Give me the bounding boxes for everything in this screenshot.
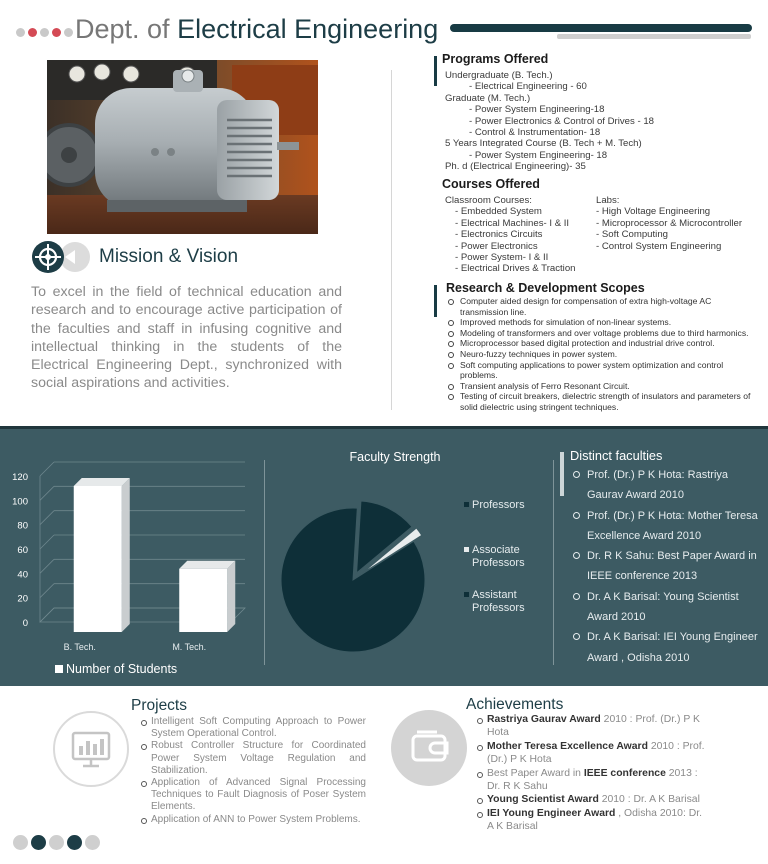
- distinct-item: Prof. (Dr.) P K Hota: Mother Teresa Excellence Award 2010: [572, 506, 762, 547]
- bar: [74, 486, 122, 632]
- phd-heading: Ph. d (Electrical Engineering)- 35: [445, 161, 586, 173]
- band-top-border: [0, 426, 768, 429]
- achievement-item: Rastriya Gaurav Award 2010 : Prof. (Dr.) P K Hota: [476, 713, 708, 740]
- electric-motor-photo: [47, 60, 318, 234]
- research-title: Research & Development Scopes: [446, 281, 645, 295]
- distinct-faculties-list: [572, 465, 762, 668]
- achievements-title: Achievements: [466, 696, 564, 713]
- research-item: Soft computing applications to power system optimization and control problems.: [446, 360, 752, 381]
- bar-chart-icon: [53, 711, 129, 787]
- classroom-item: - Electrical Drives & Traction: [455, 263, 576, 275]
- classroom-item: - Electrical Machines- I & II: [455, 217, 570, 229]
- distinct-item: Dr. A K Barisal: Young Scientist Award 2010: [572, 587, 762, 628]
- achievements-list: [476, 713, 708, 834]
- header-dot: [40, 28, 49, 37]
- mission-title: Mission & Vision: [99, 246, 239, 267]
- programs-list: [445, 70, 654, 173]
- band-divider: [264, 460, 265, 665]
- distinct-item: Prof. (Dr.) P K Hota: Rastriya Gaurav Award 2010: [572, 465, 762, 506]
- footer-dot: [49, 835, 64, 850]
- pg-item: - Control & Instrumentation- 18: [469, 127, 601, 139]
- y-tick-label: 40: [17, 569, 28, 581]
- pg-heading: Graduate (M. Tech.): [445, 92, 531, 104]
- legend-swatch: [464, 547, 469, 552]
- classroom-item: - Power Electronics: [455, 240, 538, 252]
- gridline: [40, 584, 54, 598]
- legend-label: Assistant Professors: [472, 589, 525, 614]
- classroom-item: - Power System- I & II: [455, 252, 549, 264]
- column-divider: [391, 70, 392, 410]
- wallet-icon: [391, 710, 467, 786]
- research-list: [446, 296, 752, 413]
- projects-title: Projects: [131, 697, 187, 714]
- gridline: [40, 462, 54, 476]
- achievement-item: Mother Teresa Excellence Award 2010 : Prof. (Dr.) P K Hota: [476, 740, 708, 767]
- title-prefix: Dept. of: [75, 14, 170, 44]
- research-item: Computer aided design for compensation of extra high-voltage AC transmission line.: [446, 296, 752, 317]
- footer-dot: [31, 835, 46, 850]
- y-tick-label: 20: [17, 593, 28, 605]
- research-item: Modeling of transformers and over voltage problems due to third harmonics.: [446, 328, 752, 339]
- gridline: [40, 486, 54, 500]
- pg-item: - Power System Engineering-18: [469, 104, 605, 116]
- header-dot: [16, 28, 25, 37]
- labs-label: Labs:: [596, 195, 620, 206]
- lab-courses: [596, 195, 742, 252]
- x-tick-label: B. Tech.: [63, 642, 96, 652]
- lab-item: - High Voltage Engineering: [596, 206, 711, 218]
- target-icon: [31, 240, 91, 274]
- research-item: Transient analysis of Ferro Resonant Circuit.: [446, 381, 752, 392]
- y-tick-label: 120: [12, 472, 28, 483]
- bar-top: [179, 561, 235, 569]
- header-dot: [52, 28, 61, 37]
- footer-dots: [13, 835, 100, 850]
- lab-item: - Microprocessor & Microcontroller: [596, 217, 743, 229]
- section-accent-bar: [434, 285, 437, 317]
- bar: [179, 569, 227, 632]
- page-title: [75, 14, 438, 45]
- research-item: Neuro-fuzzy techniques in power system.: [446, 349, 752, 360]
- ug-item: - Electrical Engineering - 60: [469, 81, 587, 93]
- y-tick-label: 100: [12, 496, 28, 508]
- lab-item: - Soft Computing: [596, 229, 668, 241]
- title-main: Electrical Engineering: [177, 14, 439, 44]
- header-dots: [16, 28, 73, 37]
- project-item: Intelligent Soft Computing Approach to Power System Operational Control.: [140, 716, 366, 740]
- header-dot: [64, 28, 73, 37]
- footer-dot: [67, 835, 82, 850]
- legend-label: Number of Students: [66, 662, 178, 676]
- achievement-item: Young Scientist Award 2010 : Dr. A K Barisal: [476, 793, 708, 806]
- achievement-item: Best Paper Award in IEEE conference 2013 : Dr. R K Sahu: [476, 767, 708, 794]
- integrated-item: - Power System Engineering- 18: [469, 149, 608, 161]
- classroom-label: Classroom Courses:: [445, 195, 532, 206]
- gridline: [40, 559, 54, 573]
- legend-swatch: [464, 502, 469, 507]
- bar-top: [74, 478, 130, 486]
- section-accent-bar: [434, 56, 437, 86]
- y-tick-label: 0: [22, 618, 28, 629]
- section-accent-bar: [560, 452, 564, 496]
- student-intake-bar-chart: [0, 440, 262, 682]
- legend-label: Associate Professors: [472, 544, 525, 569]
- pg-item: - Power Electronics & Control of Drives - 18: [469, 115, 655, 127]
- classroom-item: - Electronics Circuits: [455, 229, 543, 241]
- classroom-item: - Embedded System: [455, 206, 542, 218]
- research-item: Microprocessor based digital protection and industrial drive control.: [446, 338, 752, 349]
- legend-swatch: [55, 665, 63, 673]
- legend-label: Professors: [472, 499, 525, 511]
- achievement-item: IEI Young Engineer Award , Odisha 2010: Dr. A K Barisal: [476, 807, 708, 834]
- bar-side: [122, 478, 130, 632]
- research-item: Testing of circuit breakers, dielectric strength of insulators and parameters of solid dielectric using stringent techniques.: [446, 391, 752, 412]
- research-item: Improved methods for simulation of non-linear systems.: [446, 317, 752, 328]
- mission-text: To excel in the field of technical education and research and to encourage active participation of the faculties and staff in infusing cognitive and intellectual thinking in the students of the Electrical Engineering Dept., synchronized with social aspirations and activities.: [31, 284, 342, 392]
- distinct-item: Dr. R K Sahu: Best Paper Award in IEEE conference 2013: [572, 546, 762, 587]
- footer-dot: [85, 835, 100, 850]
- gridline: [40, 535, 54, 549]
- classroom-courses: [445, 195, 575, 275]
- lab-item: - Control System Engineering: [596, 240, 722, 252]
- distinct-item: Dr. A K Barisal: IEI Young Engineer Award , Odisha 2010: [572, 627, 762, 668]
- x-tick-label: M. Tech.: [172, 642, 207, 652]
- integrated-heading: 5 Years Integrated Course (B. Tech + M. Tech): [445, 138, 642, 150]
- courses-title: Courses Offered: [442, 177, 540, 191]
- programs-title: Programs Offered: [442, 52, 549, 66]
- distinct-faculties-title: Distinct faculties: [570, 448, 663, 463]
- legend-swatch: [464, 592, 469, 597]
- y-tick-label: 60: [17, 545, 28, 556]
- bar-side: [227, 561, 235, 632]
- gridline: [40, 511, 54, 525]
- project-item: Application of ANN to Power System Problems.: [140, 814, 366, 826]
- pie-title: Faculty Strength: [349, 450, 441, 464]
- projects-list: [140, 716, 366, 826]
- faculty-strength-pie-chart: [268, 440, 558, 682]
- header-dot: [28, 28, 37, 37]
- project-item: Application of Advanced Signal Processing Techniques to Fault Diagnosis of Poser System Elements.: [140, 777, 366, 814]
- header-accent-bar: [450, 24, 752, 32]
- ug-heading: Undergraduate (B. Tech.): [445, 70, 553, 81]
- y-tick-label: 80: [17, 520, 28, 532]
- footer-dot: [13, 835, 28, 850]
- header-accent-bar-light: [557, 34, 751, 39]
- project-item: Robust Controller Structure for Coordinated Power System Voltage Regulation and Stabilization.: [140, 740, 366, 777]
